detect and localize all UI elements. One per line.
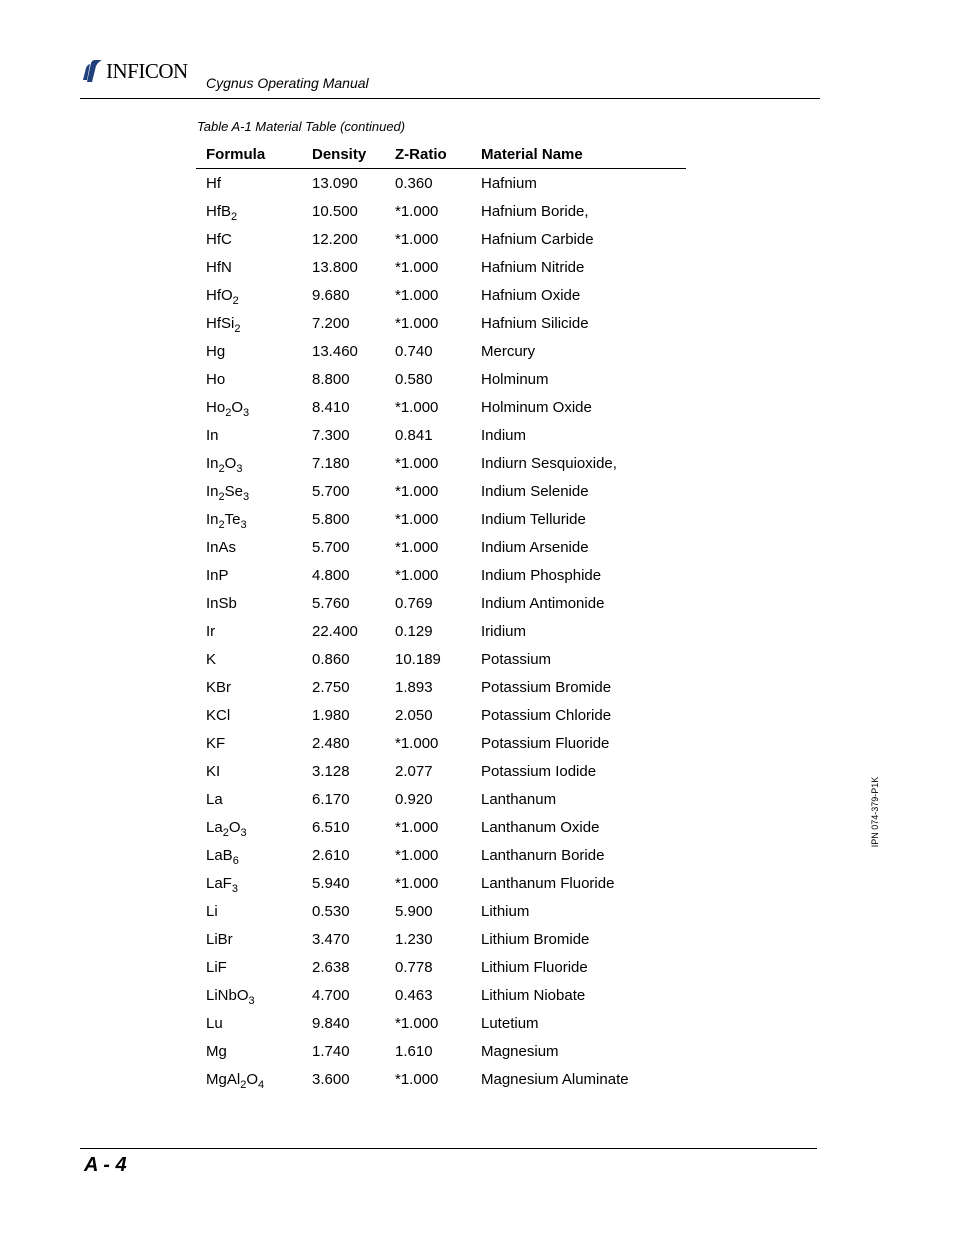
formula-part: KCl (206, 706, 231, 724)
formula-subscript: 2 (231, 210, 238, 223)
formula-subscript: 2 (218, 490, 225, 503)
cell-z-ratio: *1.000 (395, 230, 439, 248)
cell-density: 0.530 (312, 902, 350, 920)
cell-formula (196, 589, 312, 617)
table-row (196, 533, 686, 561)
formula-subscript: 2 (234, 322, 241, 335)
formula-subscript: 3 (231, 882, 238, 895)
cell-density: 9.840 (312, 1014, 350, 1032)
cell-formula (196, 477, 312, 505)
formula-part: In (206, 482, 219, 500)
cell-material-name: Magnesium Aluminate (481, 1070, 629, 1088)
cell-z-ratio: 0.360 (395, 174, 433, 192)
cell-z-ratio: 0.920 (395, 790, 433, 808)
cell-z-ratio: 0.740 (395, 342, 433, 360)
cell-density: 4.800 (312, 566, 350, 584)
cell-formula (196, 365, 312, 393)
cell-z-ratio: 10.189 (395, 650, 441, 668)
formula-part: In (206, 454, 219, 472)
cell-z-ratio: 0.129 (395, 622, 433, 640)
cell-density: 5.940 (312, 874, 350, 892)
cell-material-name: Holminum Oxide (481, 398, 592, 416)
formula-subscript: 2 (225, 406, 232, 419)
cell-z-ratio: *1.000 (395, 818, 439, 836)
formula-subscript: 2 (232, 294, 239, 307)
formula-part: Ho (206, 398, 226, 416)
formula-part: InSb (206, 594, 237, 612)
cell-material-name: Mercury (481, 342, 536, 360)
cell-z-ratio: 2.077 (395, 762, 433, 780)
cell-z-ratio: *1.000 (395, 538, 439, 556)
cell-formula (196, 869, 312, 897)
cell-formula (196, 421, 312, 449)
cell-formula (196, 1065, 312, 1093)
cell-z-ratio: 1.893 (395, 678, 433, 696)
table-row (196, 561, 686, 589)
cell-material-name: Lithium Niobate (481, 986, 586, 1004)
formula-part: InAs (206, 538, 237, 556)
cell-z-ratio: *1.000 (395, 202, 439, 220)
formula-part: Lu (206, 1014, 223, 1032)
table-row (196, 337, 686, 365)
formula-part: Li (206, 902, 218, 920)
cell-material-name: Potassium Bromide (481, 678, 612, 696)
table-row (196, 981, 686, 1009)
table-row (196, 169, 686, 198)
table-row (196, 813, 686, 841)
cell-density: 12.200 (312, 230, 358, 248)
cell-density: 5.700 (312, 538, 350, 556)
cell-density: 4.700 (312, 986, 350, 1004)
formula-part: O (228, 818, 241, 836)
column-header-z-ratio: Z-Ratio (395, 140, 481, 169)
table-row (196, 477, 686, 505)
page-number: A - 4 (84, 1154, 127, 1176)
formula-part: Hg (206, 342, 226, 360)
table-row (196, 673, 686, 701)
cell-z-ratio: 0.841 (395, 426, 433, 444)
cell-material-name: Magnesium (481, 1042, 559, 1060)
cell-formula (196, 617, 312, 645)
table-row (196, 785, 686, 813)
cell-density: 13.460 (312, 342, 358, 360)
table-row (196, 757, 686, 785)
table-row (196, 589, 686, 617)
formula-part: KF (206, 734, 226, 752)
cell-formula (196, 309, 312, 337)
inficon-logo-icon (82, 59, 104, 83)
cell-density: 0.860 (312, 650, 350, 668)
cell-z-ratio: *1.000 (395, 734, 439, 752)
formula-part: HfSi (206, 314, 235, 332)
table-row (196, 253, 686, 281)
cell-z-ratio: 0.463 (395, 986, 433, 1004)
formula-part: KI (206, 762, 221, 780)
cell-material-name: Indiurn Sesquioxide, (481, 454, 617, 472)
cell-density: 7.300 (312, 426, 350, 444)
formula-part: O (231, 398, 243, 416)
cell-formula (196, 673, 312, 701)
cell-formula (196, 785, 312, 813)
cell-density: 7.200 (312, 314, 350, 332)
material-table (196, 140, 686, 1093)
cell-material-name: Hafnium (481, 174, 537, 192)
cell-density: 3.128 (312, 762, 350, 780)
cell-material-name: Indium Selenide (481, 482, 589, 500)
cell-formula (196, 757, 312, 785)
cell-formula (196, 449, 312, 477)
cell-formula (196, 813, 312, 841)
cell-density: 6.170 (312, 790, 350, 808)
table-row (196, 197, 686, 225)
table-caption: Table A-1 Material Table (continued) (197, 119, 406, 134)
formula-part: MgAl (206, 1070, 241, 1088)
cell-formula (196, 645, 312, 673)
formula-part: LaB (206, 846, 233, 864)
cell-density: 9.680 (312, 286, 350, 304)
formula-part: Mg (206, 1042, 227, 1060)
cell-density: 1.740 (312, 1042, 350, 1060)
cell-z-ratio: 0.769 (395, 594, 433, 612)
cell-density: 8.800 (312, 370, 350, 388)
cell-formula (196, 925, 312, 953)
cell-formula (196, 729, 312, 757)
cell-material-name: Hafnium Silicide (481, 314, 589, 332)
cell-z-ratio: *1.000 (395, 258, 439, 276)
formula-part: O (246, 1070, 258, 1088)
table-row (196, 841, 686, 869)
table-row (196, 365, 686, 393)
table-row (196, 925, 686, 953)
cell-formula (196, 981, 312, 1009)
cell-z-ratio: *1.000 (395, 314, 439, 332)
cell-density: 2.750 (312, 678, 350, 696)
formula-part: La (206, 818, 223, 836)
cell-density: 5.800 (312, 510, 350, 528)
formula-part: LaF (206, 874, 232, 892)
logo-wordmark: INFICON (106, 58, 188, 83)
cell-z-ratio: *1.000 (395, 286, 439, 304)
table-row (196, 869, 686, 897)
cell-density: 6.510 (312, 818, 350, 836)
cell-formula (196, 225, 312, 253)
cell-z-ratio: *1.000 (395, 398, 439, 416)
formula-part: LiBr (206, 930, 233, 948)
cell-z-ratio: *1.000 (395, 482, 439, 500)
formula-part: In (206, 510, 219, 528)
cell-formula (196, 953, 312, 981)
cell-z-ratio: 0.778 (395, 958, 433, 976)
cell-density: 1.980 (312, 706, 350, 724)
cell-material-name: Indium Arsenide (481, 538, 589, 556)
cell-density: 2.638 (312, 958, 350, 976)
cell-material-name: Iridium (481, 622, 527, 640)
cell-material-name: Lithium Fluoride (481, 958, 588, 976)
formula-subscript: 6 (232, 854, 239, 867)
document-ipn-label: IPN 074-379-P1K (870, 776, 880, 848)
formula-subscript: 3 (248, 994, 255, 1007)
formula-subscript: 3 (240, 518, 247, 531)
table-body (196, 169, 686, 1094)
formula-part: LiNbO (206, 986, 249, 1004)
cell-formula (196, 533, 312, 561)
cell-material-name: Lithium Bromide (481, 930, 590, 948)
cell-formula (196, 561, 312, 589)
formula-part: InP (206, 566, 229, 584)
formula-part: O (224, 454, 237, 472)
column-header-formula: Formula (196, 140, 312, 169)
cell-density: 5.700 (312, 482, 350, 500)
manual-title: Cygnus Operating Manual (206, 75, 369, 91)
formula-part: In (206, 426, 219, 444)
cell-z-ratio: 0.580 (395, 370, 433, 388)
cell-material-name: Potassium Iodide (481, 762, 597, 780)
cell-density: 13.800 (312, 258, 358, 276)
cell-formula (196, 1009, 312, 1037)
cell-material-name: Potassium (481, 650, 552, 668)
formula-part: Se (224, 482, 243, 500)
cell-formula (196, 897, 312, 925)
cell-material-name: Lanthanum (481, 790, 557, 808)
formula-part: HfB (206, 202, 232, 220)
cell-density: 10.500 (312, 202, 358, 220)
formula-subscript: 2 (218, 462, 225, 475)
table-row (196, 617, 686, 645)
cell-material-name: Lithium (481, 902, 530, 920)
cell-formula (196, 701, 312, 729)
cell-z-ratio: *1.000 (395, 566, 439, 584)
cell-formula (196, 253, 312, 281)
table-row (196, 645, 686, 673)
cell-material-name: Lanthanum Fluoride (481, 874, 615, 892)
cell-z-ratio: *1.000 (395, 510, 439, 528)
cell-material-name: Indium (481, 426, 527, 444)
cell-z-ratio: *1.000 (395, 1014, 439, 1032)
cell-material-name: Indium Telluride (481, 510, 586, 528)
formula-subscript: 3 (242, 406, 250, 419)
formula-part: HfC (206, 230, 232, 248)
cell-material-name: Lanthanum Oxide (481, 818, 600, 836)
cell-formula (196, 281, 312, 309)
cell-density: 2.480 (312, 734, 350, 752)
cell-material-name: Potassium Chloride (481, 706, 612, 724)
cell-formula (196, 841, 312, 869)
cell-z-ratio: 5.900 (395, 902, 433, 920)
cell-material-name: Hafnium Carbide (481, 230, 594, 248)
formula-part: Ho (206, 370, 226, 388)
table-row (196, 701, 686, 729)
cell-formula (196, 197, 312, 225)
table-row (196, 225, 686, 253)
footer-divider (80, 1148, 817, 1149)
cell-density: 8.410 (312, 398, 350, 416)
cell-z-ratio: *1.000 (395, 1070, 439, 1088)
formula-subscript: 2 (222, 826, 229, 839)
table-header-row (196, 140, 686, 169)
cell-material-name: Lutetium (481, 1014, 539, 1032)
cell-density: 2.610 (312, 846, 350, 864)
table-row (196, 421, 686, 449)
cell-material-name: Holminum (481, 370, 549, 388)
cell-material-name: Lanthanurn Boride (481, 846, 605, 864)
formula-subscript: 3 (243, 490, 250, 503)
table-row (196, 897, 686, 925)
table-row (196, 1065, 686, 1093)
formula-part: Te (224, 510, 241, 528)
cell-formula (196, 1037, 312, 1065)
table-row (196, 281, 686, 309)
formula-part: HfO (206, 286, 233, 304)
formula-part: K (206, 650, 217, 668)
cell-density: 3.470 (312, 930, 350, 948)
formula-subscript: 3 (236, 462, 243, 475)
formula-part: Hf (206, 174, 221, 192)
cell-formula (196, 505, 312, 533)
cell-density: 7.180 (312, 454, 350, 472)
cell-material-name: Indium Antimonide (481, 594, 605, 612)
cell-material-name: Indium Phosphide (481, 566, 602, 584)
cell-formula (196, 169, 312, 198)
cell-z-ratio: 2.050 (395, 706, 433, 724)
formula-subscript: 2 (218, 518, 225, 531)
table-row (196, 953, 686, 981)
formula-subscript: 2 (240, 1078, 247, 1091)
table-row (196, 505, 686, 533)
table-row (196, 449, 686, 477)
formula-part: Ir (206, 622, 216, 640)
formula-part: LiF (206, 958, 227, 976)
table-row (196, 309, 686, 337)
formula-part: La (206, 790, 223, 808)
cell-formula (196, 393, 312, 421)
cell-formula (196, 337, 312, 365)
cell-density: 5.760 (312, 594, 350, 612)
cell-density: 3.600 (312, 1070, 350, 1088)
formula-subscript: 3 (240, 826, 247, 839)
column-header-material-name: Material Name (481, 140, 686, 169)
table-row (196, 393, 686, 421)
cell-z-ratio: *1.000 (395, 846, 439, 864)
formula-part: HfN (206, 258, 232, 276)
cell-material-name: Hafnium Oxide (481, 286, 581, 304)
cell-density: 13.090 (312, 174, 358, 192)
cell-density: 22.400 (312, 622, 358, 640)
cell-z-ratio: *1.000 (395, 454, 439, 472)
cell-z-ratio: 1.230 (395, 930, 433, 948)
formula-subscript: 4 (257, 1078, 265, 1091)
cell-z-ratio: *1.000 (395, 874, 439, 892)
table-row (196, 1009, 686, 1037)
header-divider (80, 98, 820, 99)
table-row (196, 1037, 686, 1065)
cell-material-name: Hafnium Boride, (481, 202, 589, 220)
column-header-density: Density (312, 140, 395, 169)
cell-material-name: Hafnium Nitride (481, 258, 585, 276)
formula-part: KBr (206, 678, 232, 696)
cell-z-ratio: 1.610 (395, 1042, 433, 1060)
table-row (196, 729, 686, 757)
cell-material-name: Potassium Fluoride (481, 734, 610, 752)
inficon-logo (82, 58, 188, 84)
